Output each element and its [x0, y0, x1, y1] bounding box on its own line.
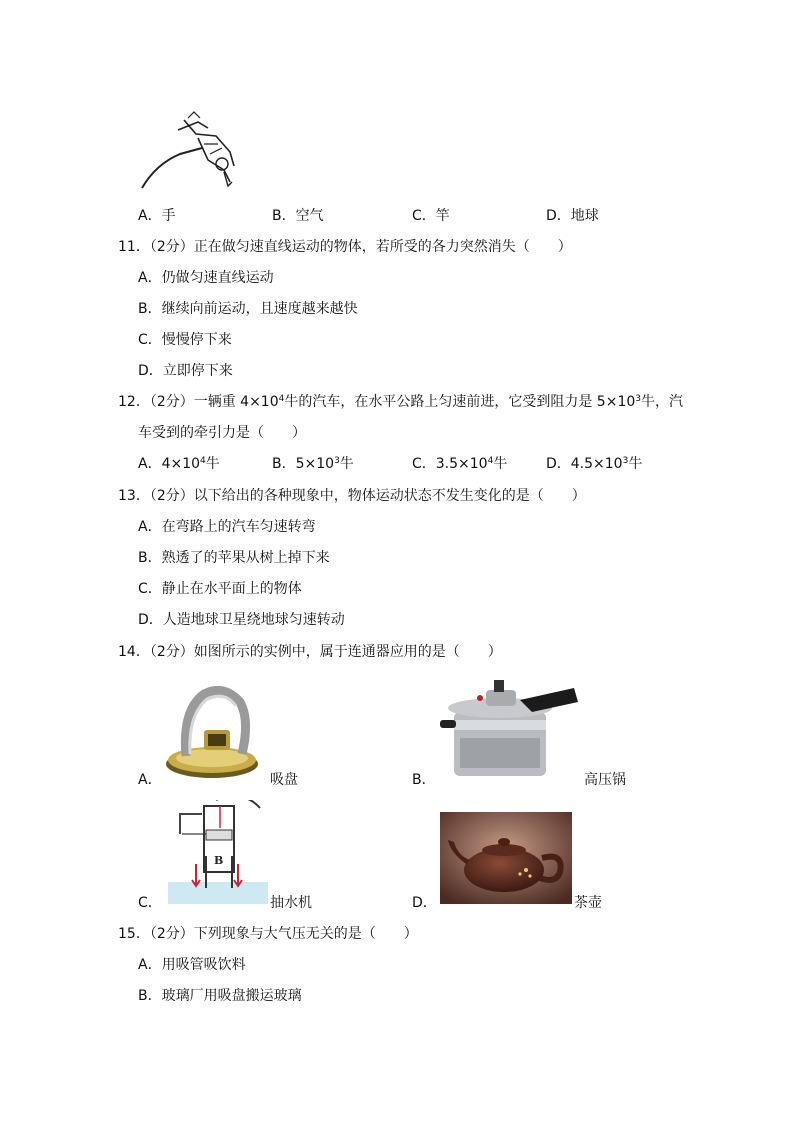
q11-option-a[interactable]: A．仍做匀速直线运动 — [138, 270, 274, 286]
q14-option-b-letter[interactable]: B． — [412, 772, 436, 788]
q12-option-b[interactable]: B．$5\times 10^3$牛 — [272, 456, 354, 472]
q12-stem-line1: 12．（2分）一辆重 $4\times 10^4$牛的汽车，在水平公路上匀速前进，它受到阻力是 $5\times 10^3$牛，汽 — [118, 394, 683, 410]
teapot-image — [440, 812, 572, 904]
q14-option-d-letter[interactable]: D． — [412, 895, 437, 911]
q10-option-c[interactable]: C．竿 — [412, 208, 450, 224]
q15-option-a[interactable]: A．用吸管吸饮料 — [138, 957, 246, 973]
suction-cup-image — [160, 680, 270, 784]
q14-stem: 14．（2分）如图所示的实例中，属于连通器应用的是（ ） — [118, 644, 502, 660]
pressure-cooker-image — [436, 672, 582, 782]
q12-option-c[interactable]: C．$3.5\times 10^4$牛 — [412, 456, 508, 472]
q11-option-c[interactable]: C．慢慢停下来 — [138, 332, 232, 348]
q13-option-d[interactable]: D．人造地球卫星绕地球匀速转动 — [138, 612, 345, 628]
q10-option-b[interactable]: B．空气 — [272, 208, 324, 224]
water-pump-diagram — [168, 800, 268, 906]
q12-option-d[interactable]: D．$4.5\times 10^3$牛 — [546, 456, 643, 472]
q10-option-a[interactable]: A．手 — [138, 208, 176, 224]
q15-option-b[interactable]: B．玻璃厂用吸盘搬运玻璃 — [138, 988, 302, 1004]
q10-option-d[interactable]: D．地球 — [546, 208, 599, 224]
pump-valve-b-label: B — [214, 854, 224, 867]
q11-stem: 11．（2分）正在做匀速直线运动的物体，若所受的各力突然消失（ ） — [118, 239, 572, 255]
q13-option-b[interactable]: B．熟透了的苹果从树上掉下来 — [138, 550, 330, 566]
q14-option-a-letter[interactable]: A． — [138, 772, 162, 788]
q13-option-c[interactable]: C．静止在水平面上的物体 — [138, 581, 302, 597]
q13-stem: 13．（2分）以下给出的各种现象中，物体运动状态不发生变化的是（ ） — [118, 488, 586, 504]
q11-option-d[interactable]: D．立即停下来 — [138, 363, 233, 379]
pole-vaulter-figure — [138, 108, 244, 192]
q11-option-b[interactable]: B．继续向前运动，且速度越来越快 — [138, 301, 358, 317]
q14-option-a-caption: 吸盘 — [270, 772, 298, 788]
q14-option-d-caption: 茶壶 — [574, 895, 602, 911]
q12-option-a[interactable]: A．$4\times 10^4$牛 — [138, 456, 220, 472]
q15-stem: 15．（2分）下列现象与大气压无关的是（ ） — [118, 926, 418, 942]
q14-option-c-caption: 抽水机 — [270, 895, 312, 911]
q14-option-c-letter[interactable]: C． — [138, 895, 162, 911]
q13-option-a[interactable]: A．在弯路上的汽车匀速转弯 — [138, 519, 316, 535]
q12-stem-line2: 车受到的牵引力是（ ） — [138, 425, 306, 441]
q14-option-b-caption: 高压锅 — [584, 772, 626, 788]
